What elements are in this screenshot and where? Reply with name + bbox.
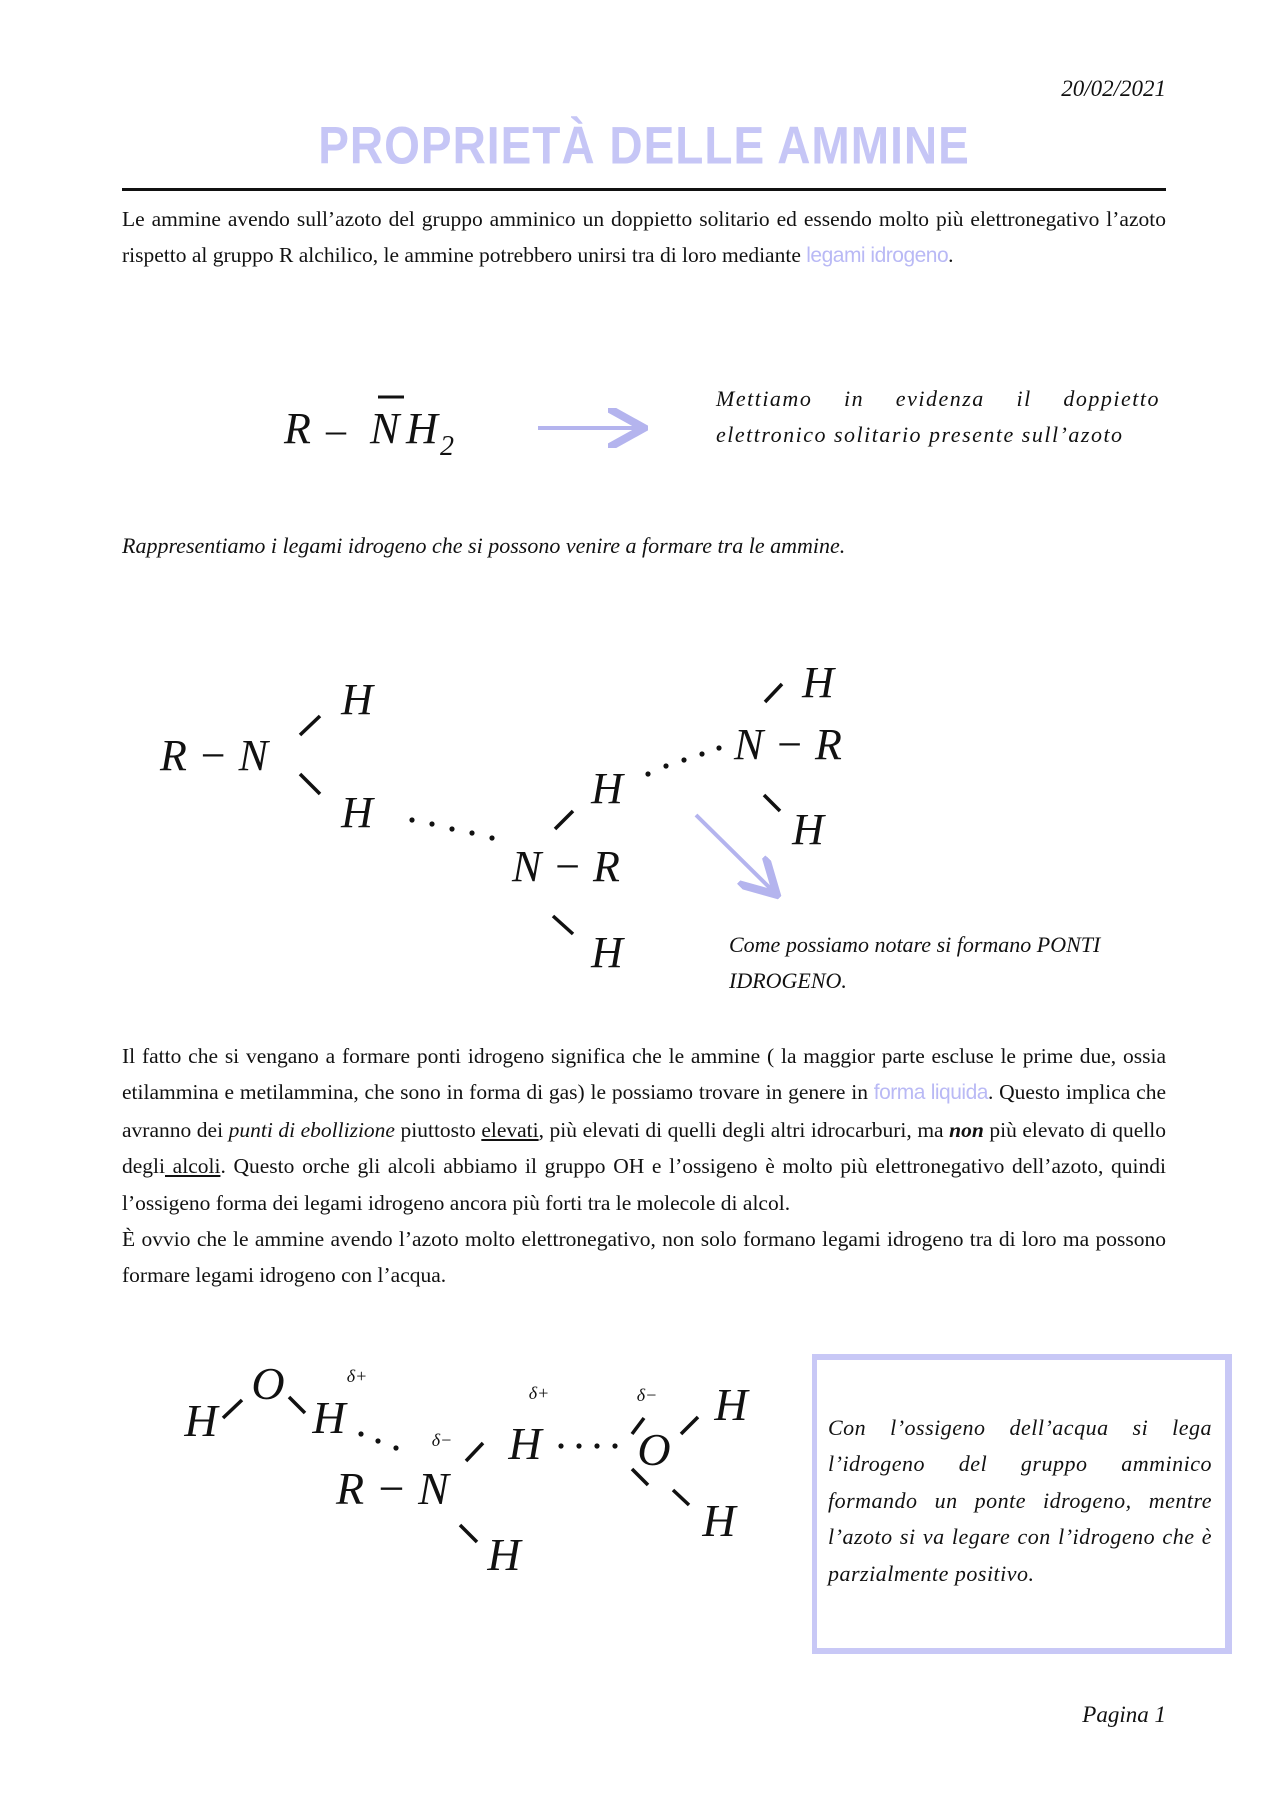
atom-h: H bbox=[792, 805, 824, 854]
underlined-text: elevati bbox=[481, 1117, 539, 1142]
diagram-caption: Come possiamo notare si formano PONTI IDROGENO. bbox=[729, 932, 1101, 993]
atom-h: H bbox=[341, 675, 373, 724]
atom-nr-2: N − R bbox=[512, 842, 620, 891]
note-box-text: Con l’ossigeno dell’acqua si lega l’idrogeno del gruppo amminico formando un ponte idrogeno, mentre l’azoto si va legare con l’idrogeno che è parzialmente positivo. bbox=[828, 1415, 1212, 1586]
atom-o: O bbox=[251, 1358, 285, 1409]
partial-charge: δ− bbox=[431, 1430, 453, 1450]
formula-subscript: 2 bbox=[440, 431, 454, 462]
highlight-legami-idrogeno: legami idrogeno bbox=[806, 244, 949, 268]
atom-h: H bbox=[312, 1392, 346, 1443]
body-text: piuttosto bbox=[394, 1117, 482, 1142]
partial-charge: δ− bbox=[636, 1385, 658, 1405]
atom-h: H bbox=[702, 1495, 736, 1546]
body-text: . Questo implica che avranno dei bbox=[122, 1080, 1166, 1142]
atom-nr-3: N − R bbox=[734, 720, 842, 769]
amine-formula bbox=[283, 397, 454, 462]
hydrogen-bond-dots bbox=[409, 817, 494, 840]
atom-h: H bbox=[591, 764, 623, 813]
atom-h: H bbox=[591, 928, 623, 977]
atom-o: O bbox=[637, 1424, 671, 1475]
atom-rn: R − N bbox=[336, 1463, 449, 1514]
atom-h: H bbox=[341, 788, 373, 837]
formula-note: Mettiamo in evidenza il doppietto elettronico solitario presente sull’azoto bbox=[716, 386, 1160, 447]
atom-h: H bbox=[487, 1529, 521, 1580]
formula-r: R bbox=[284, 404, 311, 453]
body-text: più elevato di quello degli bbox=[122, 1117, 1166, 1179]
formula-h: H bbox=[406, 404, 438, 453]
body-paragraph bbox=[122, 1038, 1166, 1294]
page-title: PROPRIETÀ DELLE AMMINE bbox=[318, 115, 970, 175]
body-text: Il fatto che si vengano a formare ponti idrogeno significa che le ammine ( la maggior parte escluse le prime due, ossia etilammina e metilammina, che sono in forma di gas) le possiamo trovare in genere in bbox=[122, 1044, 1166, 1105]
atom-rn-1: R − N bbox=[160, 731, 268, 780]
atom-h: H bbox=[184, 1395, 218, 1446]
atom-h: H bbox=[714, 1379, 748, 1430]
formula-n: N bbox=[370, 404, 400, 453]
intro-end: . bbox=[948, 243, 954, 268]
partial-charge: δ+ bbox=[528, 1383, 550, 1403]
atom-h: H bbox=[508, 1418, 542, 1469]
atom-h: H bbox=[802, 658, 834, 707]
intro-text: Le ammine avendo sull’azoto del gruppo amminico un doppietto solitario ed essendo molto più elettronegativo l’azoto rispetto al gruppo R alchilico, le ammine potrebbero unirsi tra di loro mediante bbox=[122, 207, 1166, 268]
hydrogen-bond-dots bbox=[645, 745, 721, 776]
date: 20/02/2021 bbox=[1061, 76, 1166, 101]
underlined-text: alcoli bbox=[165, 1154, 221, 1179]
formula-dash: – bbox=[326, 407, 346, 452]
partial-charge: δ+ bbox=[346, 1366, 368, 1386]
bold-text: non bbox=[949, 1117, 984, 1142]
highlight-forma-liquida: forma liquida bbox=[873, 1081, 988, 1105]
body-text-2: È ovvio che le ammine avendo l’azoto molto elettronegativo, non solo formano legami idrogeno tra di loro ma possono formare legami idrogeno con l’acqua. bbox=[122, 1227, 1166, 1288]
emphasis-text: punti di ebollizione bbox=[228, 1117, 395, 1142]
arrow-down-right-icon bbox=[696, 815, 774, 892]
page-number: Pagina 1 bbox=[1082, 1702, 1166, 1727]
diagram-intro: Rappresentiamo i legami idrogeno che si possono venire a formare tra le ammine. bbox=[122, 533, 846, 558]
body-text: . Questo orche gli alcoli abbiamo il gruppo OH e l’ossigeno è molto più elettronegativo dell’azoto, quindi l’ossigeno forma dei legami idrogeno ancora più forti tra le molecole di alcol. bbox=[122, 1154, 1166, 1215]
body-text: , più elevati di quelli degli altri idrocarburi, ma bbox=[538, 1117, 950, 1142]
amine-water-diagram bbox=[183, 1358, 750, 1580]
